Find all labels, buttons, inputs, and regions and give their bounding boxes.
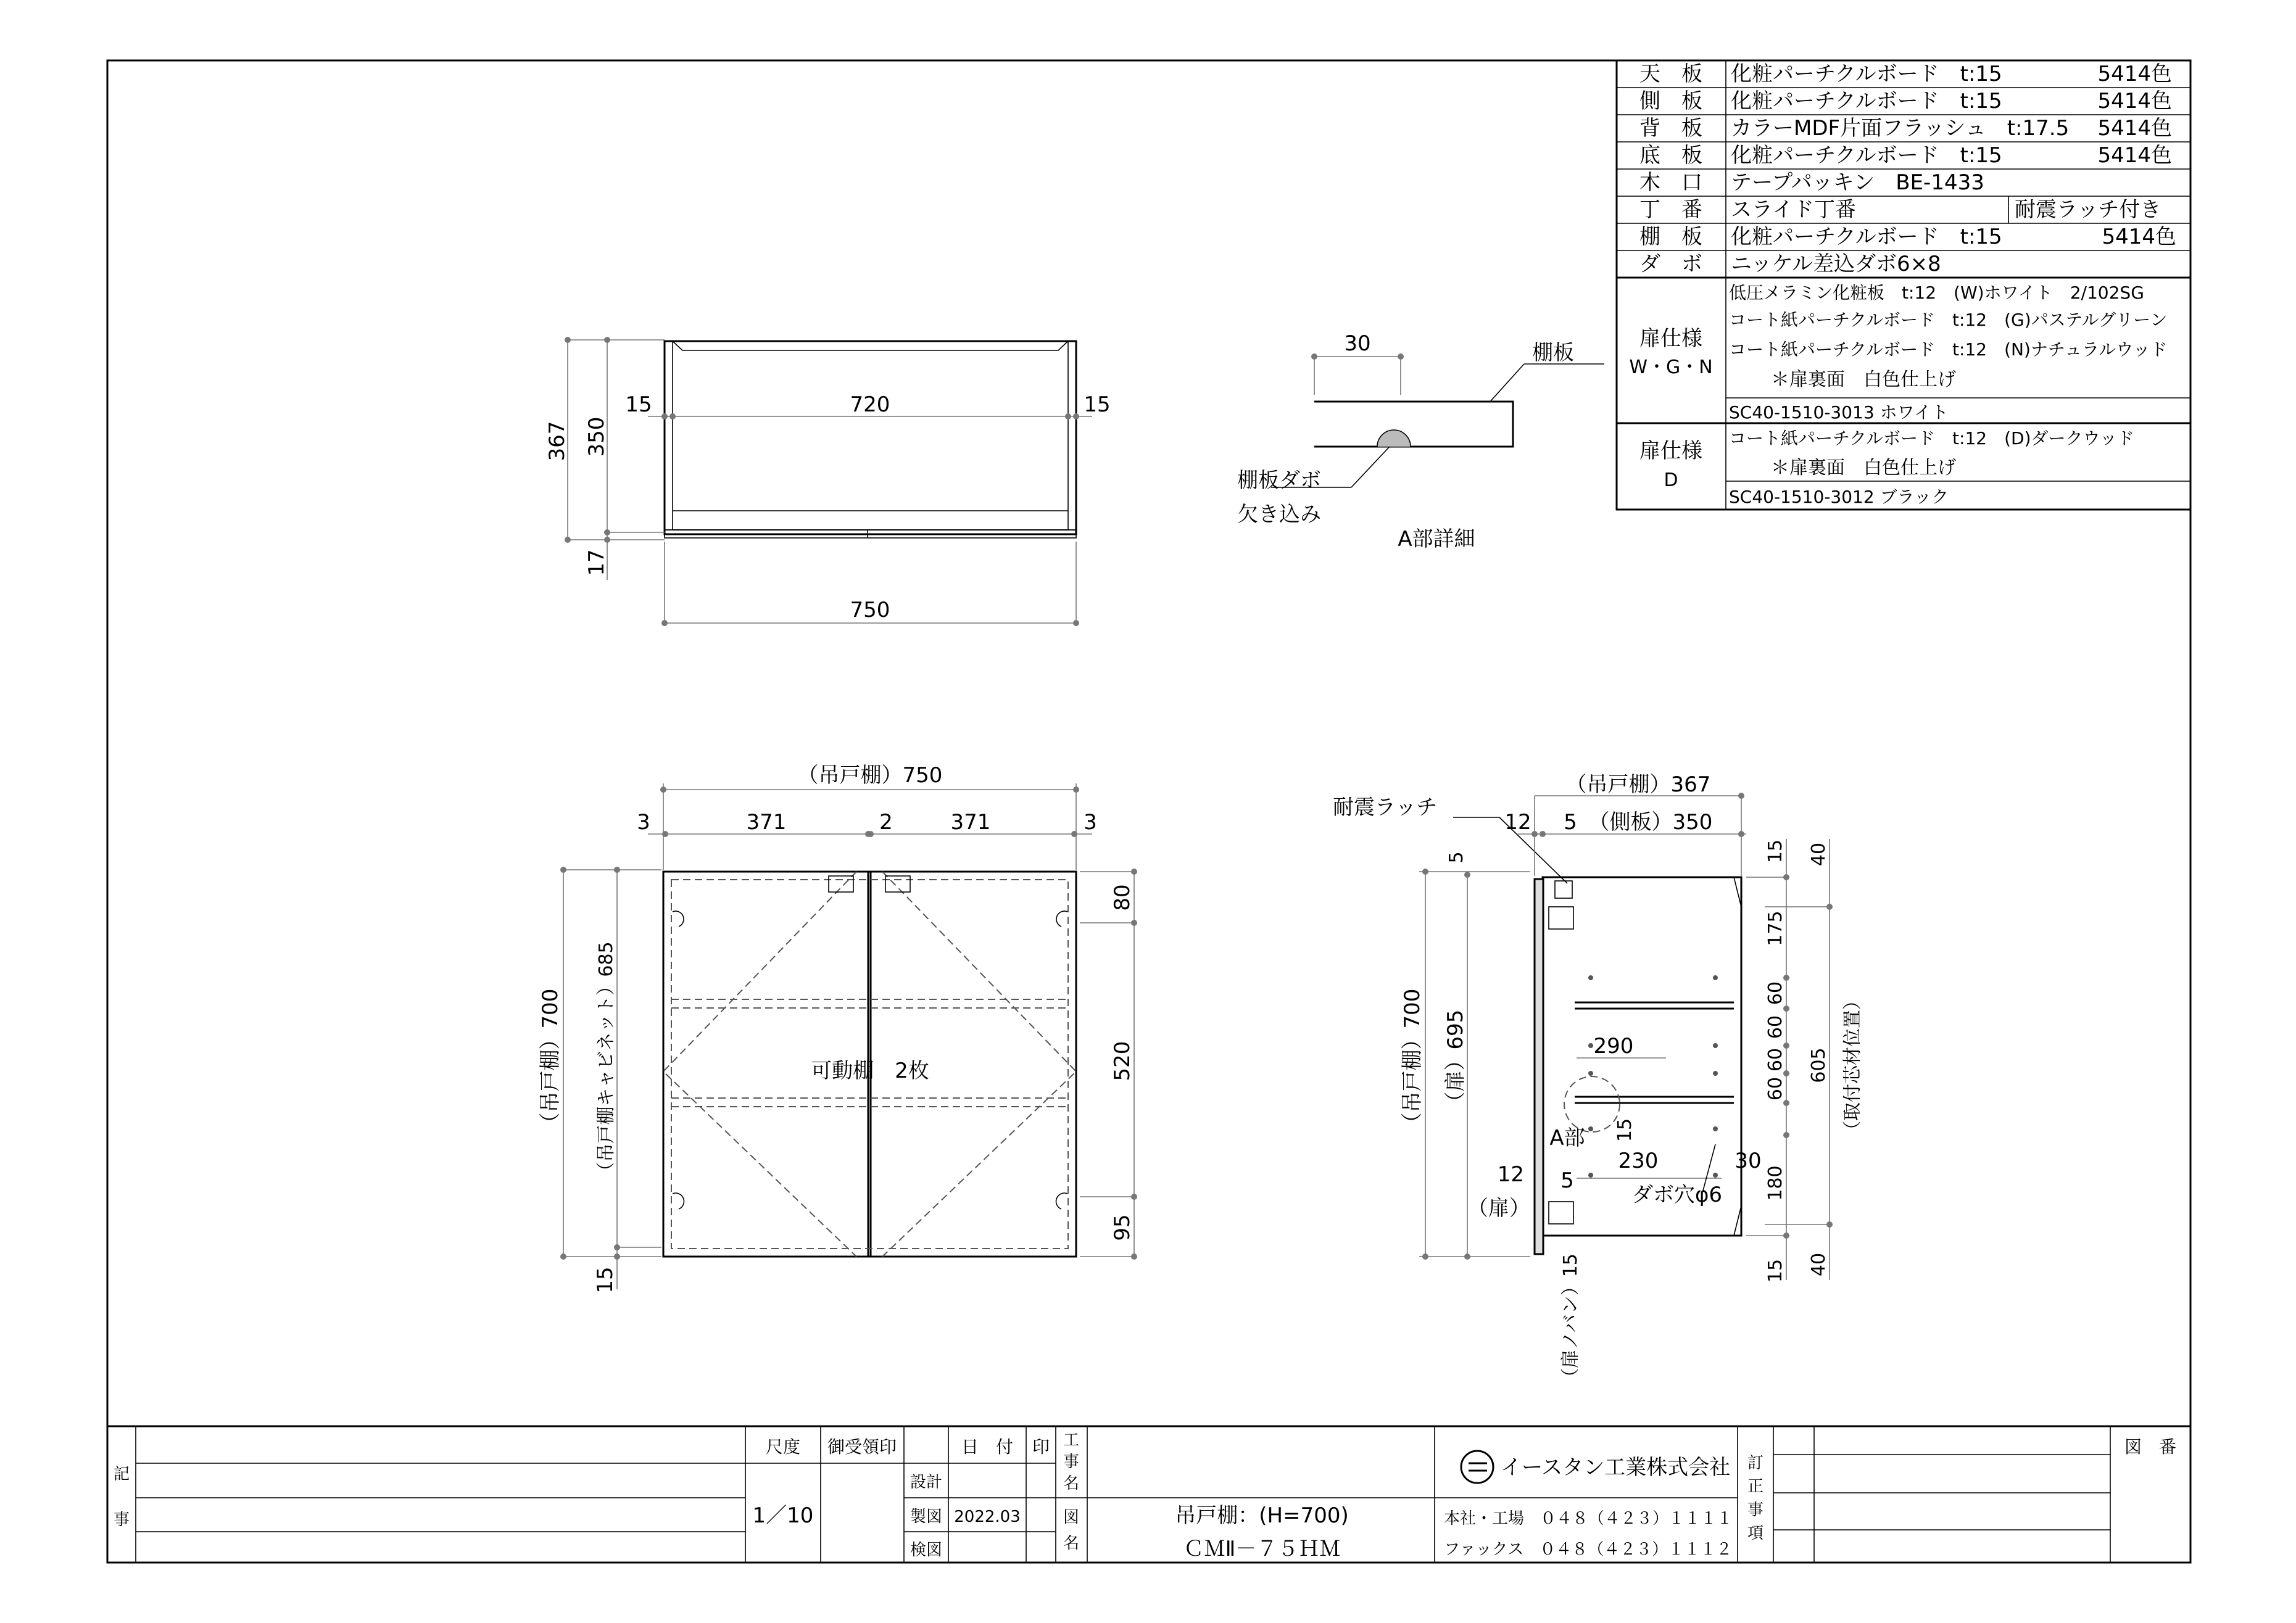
- dim-12-door: 12: [1497, 1162, 1524, 1187]
- dim-367: 367: [545, 421, 570, 461]
- drawing-name-label: 図: [1063, 1508, 1080, 1527]
- part-color: 5414色: [2097, 143, 2172, 168]
- stamp-header: 御受領印: [827, 1437, 897, 1457]
- scale-header: 尺度: [765, 1437, 801, 1457]
- part-spec: 化粧パーチクルボード t:15: [1731, 225, 2002, 249]
- door-spec-line: コート紙パーチクルボード t:12 (D)ダークウッド: [1729, 428, 2134, 448]
- door-spec-line: 低圧メラミン化粧板 t:12 (W)ホワイト 2/102SG: [1729, 283, 2144, 303]
- dim-15-left: 15: [625, 392, 652, 417]
- part-label: 底 板: [1639, 143, 1702, 168]
- movable-shelf-label: 可動棚 2枚: [811, 1059, 929, 1083]
- dim-5-top: 5: [1564, 810, 1577, 835]
- door-d-label: 扉仕様: [1639, 439, 1702, 463]
- dim-60: 60: [1765, 1015, 1786, 1039]
- dim-height-700: （吊戸棚）700: [538, 988, 563, 1134]
- door-spec-line: ＊扉裏面 白色仕上げ: [1752, 369, 1956, 390]
- front-view: [538, 763, 1137, 1294]
- dim-371-right: 371: [950, 810, 991, 835]
- dim-15-top-right: 15: [1765, 839, 1786, 864]
- drawn-date: 2022.03: [954, 1508, 1021, 1526]
- part-label: ダ ボ: [1639, 252, 1702, 276]
- dim-40-top: 40: [1808, 842, 1830, 867]
- part-spec: 化粧パーチクルボード t:15: [1731, 89, 2002, 114]
- project-label-2: 事: [1063, 1453, 1080, 1471]
- part-label: 木 口: [1639, 170, 1702, 195]
- dim-230: 230: [1618, 1149, 1659, 1173]
- mounting-core-label: （取付芯材位置）: [1842, 991, 1863, 1139]
- part-color: 5414色: [2097, 116, 2172, 141]
- dowel-hole-label: ダボ穴φ6: [1632, 1183, 1723, 1207]
- dim-12-top: 12: [1504, 810, 1531, 835]
- title-block: [107, 1426, 2190, 1563]
- part-spec: スライド丁番: [1731, 197, 1856, 222]
- door-wgn-types: W・G・N: [1629, 357, 1713, 378]
- revision-label: 訂: [1747, 1454, 1764, 1472]
- part-color: 5414色: [2102, 225, 2176, 249]
- hinge-label: （扉ノバン）15: [1560, 1253, 1581, 1387]
- checked-label: 検図: [910, 1541, 943, 1559]
- notes-label-2: 事: [113, 1511, 130, 1529]
- dim-30: 30: [1344, 331, 1371, 356]
- dim-2: 2: [879, 810, 893, 835]
- door-label: （扉）: [1467, 1196, 1530, 1221]
- date-header: 日 付: [961, 1437, 1014, 1457]
- dim-520: 520: [1110, 1041, 1135, 1081]
- door-spec-line: SC40-1510-3012 ブラック: [1729, 487, 1949, 507]
- part-spec: 化粧パーチクルボード t:15: [1731, 143, 2002, 168]
- drawing-name-label-2: 名: [1063, 1534, 1080, 1553]
- part-label: 棚 板: [1639, 225, 1702, 249]
- dim-60: 60: [1765, 981, 1786, 1006]
- dim-30-side: 30: [1734, 1149, 1762, 1173]
- door-spec-line: コート紙パーチクルボード t:12 (N)ナチュラルウッド: [1729, 339, 2168, 360]
- company-name: イースタン工業株式会社: [1501, 1455, 1731, 1480]
- part-color: 5414色: [2097, 89, 2172, 114]
- project-label: 工: [1063, 1431, 1080, 1450]
- dim-total-750: （吊戸棚）750: [797, 763, 943, 788]
- door-spec-line: ＊扉裏面 白色仕上げ: [1752, 457, 1956, 479]
- door-d-type: D: [1664, 469, 1678, 491]
- part-label: 側 板: [1639, 89, 1702, 114]
- product-name: 吊戸棚：(H=700): [1175, 1503, 1349, 1528]
- dim-60: 60: [1765, 1076, 1786, 1101]
- dim-5-vert: 5: [1446, 851, 1467, 864]
- door-wgn-label: 扉仕様: [1639, 326, 1702, 351]
- dim-175: 175: [1765, 911, 1786, 946]
- part-label: 天 板: [1639, 62, 1702, 86]
- dim-60: 60: [1765, 1047, 1786, 1072]
- part-spec: カラーMDF片面フラッシュ t:17.5: [1731, 116, 2070, 141]
- dim-290: 290: [1593, 1034, 1634, 1059]
- company-fax: ファックス ０４８（４２３）１１１２: [1444, 1540, 1733, 1559]
- dim-side-700: （吊戸棚）700: [1400, 988, 1425, 1134]
- part-spec: テープパッキン BE-1433: [1731, 170, 1984, 195]
- dim-15-bottom-right: 15: [1765, 1258, 1786, 1283]
- dim-80: 80: [1110, 884, 1135, 911]
- dowel-notch-label-2: 欠き込み: [1237, 502, 1321, 527]
- side-view: [1333, 772, 1863, 1387]
- part-label: 丁 番: [1639, 197, 1702, 222]
- shelf-label: 棚板: [1532, 341, 1574, 365]
- revision-label-3: 事: [1747, 1501, 1764, 1519]
- dim-95: 95: [1110, 1214, 1135, 1241]
- drawn-label: 製図: [910, 1508, 943, 1526]
- seismic-latch-label: 耐震ラッチ: [1333, 795, 1438, 820]
- dim-15-right: 15: [1084, 392, 1111, 417]
- dim-371-left: 371: [746, 810, 787, 835]
- revision-label-2: 正: [1747, 1477, 1764, 1496]
- dim-3-right: 3: [1084, 810, 1097, 835]
- revision-label-4: 項: [1747, 1524, 1764, 1543]
- project-label-3: 名: [1063, 1474, 1080, 1493]
- dim-15-shelf: 15: [1614, 1118, 1636, 1142]
- dim-350: 350: [584, 416, 609, 457]
- part-color: 5414色: [2097, 62, 2172, 86]
- dim-side-350: （側板）350: [1588, 810, 1713, 835]
- company-tel: 本社・工場 ０４８（４２３）１１１１: [1444, 1509, 1733, 1528]
- part-color: 耐震ラッチ付き: [2015, 197, 2161, 222]
- dim-750: 750: [850, 598, 890, 622]
- a-part-label: A部: [1549, 1126, 1585, 1150]
- dim-720: 720: [850, 392, 890, 417]
- door-spec-line: コート紙パーチクルボード t:12 (G)パステルグリーン: [1729, 310, 2168, 330]
- part-spec: ニッケル差込ダボ6×8: [1731, 252, 1941, 276]
- dim-door-695: （扉）695: [1443, 1009, 1468, 1113]
- dim-cabinet-685: （吊戸棚キャビネット）685: [595, 941, 617, 1181]
- part-label: 背 板: [1639, 116, 1702, 141]
- dim-180: 180: [1765, 1165, 1786, 1201]
- company-logo: [1461, 1451, 1493, 1483]
- notes-label: 記: [113, 1465, 130, 1484]
- dim-605: 605: [1808, 1047, 1830, 1083]
- seal-header: 印: [1032, 1437, 1050, 1457]
- detail-title: A部詳細: [1398, 527, 1475, 551]
- dim-total-367: （吊戸棚）367: [1565, 772, 1711, 797]
- dim-3-left: 3: [637, 810, 650, 835]
- designed-label: 設計: [910, 1473, 943, 1492]
- door-spec-line: SC40-1510-3013 ホワイト: [1729, 402, 1949, 423]
- scale-value: 1／10: [752, 1503, 814, 1528]
- materials-table: [1617, 60, 2190, 510]
- drawing-number-header: 図 番: [2124, 1437, 2177, 1457]
- dim-40-bottom: 40: [1808, 1252, 1830, 1277]
- dim-5-door: 5: [1560, 1168, 1574, 1193]
- top-view: [545, 337, 1111, 626]
- part-spec: 化粧パーチクルボード t:15: [1731, 62, 2002, 86]
- detail-a: [1237, 331, 1604, 551]
- dowel-notch-label: 棚板ダボ: [1237, 468, 1321, 493]
- dim-17: 17: [584, 549, 609, 576]
- product-code: ＣＭⅡ－７５ＨＭ: [1183, 1537, 1341, 1561]
- dim-15-bottom: 15: [593, 1266, 618, 1294]
